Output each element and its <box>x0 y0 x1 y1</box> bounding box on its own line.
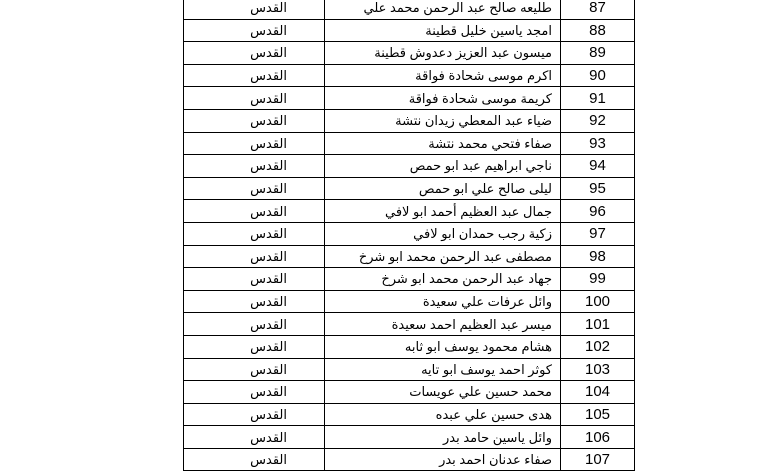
name-cell: هشام محمود يوسف ابو ثابه <box>325 335 561 358</box>
city-cell: القدس <box>184 245 325 268</box>
city-cell: القدس <box>184 132 325 155</box>
city-cell: القدس <box>184 268 325 291</box>
table-row <box>184 313 635 336</box>
number-cell: 107 <box>561 448 635 471</box>
city-cell: القدس <box>184 426 325 449</box>
name-cell: امجد ياسين خليل قطينة <box>325 19 561 42</box>
table-row <box>184 87 635 110</box>
table-row <box>184 132 635 155</box>
table-row <box>184 177 635 200</box>
table-row <box>184 109 635 132</box>
names-table-body <box>184 0 635 471</box>
table-row <box>184 200 635 223</box>
number-cell: 105 <box>561 403 635 426</box>
city-cell: القدس <box>184 42 325 65</box>
table-row <box>184 381 635 404</box>
table-row <box>184 426 635 449</box>
name-cell: صفاء فتحي محمد نتشة <box>325 132 561 155</box>
name-cell: كريمة موسى شحادة فواقة <box>325 87 561 110</box>
city-cell: القدس <box>184 87 325 110</box>
city-cell: القدس <box>184 222 325 245</box>
number-cell: 89 <box>561 42 635 65</box>
table-row <box>184 222 635 245</box>
name-cell: ميسر عبد العظيم احمد سعيدة <box>325 313 561 336</box>
number-cell: 91 <box>561 87 635 110</box>
name-cell: اكرم موسى شحادة فواقة <box>325 64 561 87</box>
table-row <box>184 245 635 268</box>
name-cell: مصطفى عبد الرحمن محمد ابو شرخ <box>325 245 561 268</box>
city-cell: القدس <box>184 290 325 313</box>
city-cell: القدس <box>184 381 325 404</box>
number-cell: 106 <box>561 426 635 449</box>
table-row <box>184 290 635 313</box>
number-cell: 100 <box>561 290 635 313</box>
number-cell: 95 <box>561 177 635 200</box>
number-cell: 96 <box>561 200 635 223</box>
name-cell: محمد حسين علي عويسات <box>325 381 561 404</box>
name-cell: صفاء عدنان احمد بدر <box>325 448 561 471</box>
table-row <box>184 358 635 381</box>
city-cell: القدس <box>184 403 325 426</box>
number-cell: 90 <box>561 64 635 87</box>
name-cell: زكية رجب حمدان ابو لافي <box>325 222 561 245</box>
name-cell: هدى حسين علي عبده <box>325 403 561 426</box>
table-row <box>184 403 635 426</box>
table-row <box>184 335 635 358</box>
name-cell: ضياء عبد المعطي زيدان نتشة <box>325 109 561 132</box>
table-row <box>184 64 635 87</box>
number-cell: 88 <box>561 19 635 42</box>
city-cell: القدس <box>184 19 325 42</box>
name-cell: جهاد عبد الرحمن محمد ابو شرخ <box>325 268 561 291</box>
city-cell: القدس <box>184 200 325 223</box>
number-cell: 87 <box>561 0 635 19</box>
number-cell: 97 <box>561 222 635 245</box>
name-cell: طليعه صالح عبد الرحمن محمد علي <box>325 0 561 19</box>
city-cell: القدس <box>184 335 325 358</box>
name-cell: وائل عرفات علي سعيدة <box>325 290 561 313</box>
city-cell: القدس <box>184 109 325 132</box>
names-table <box>183 0 635 471</box>
number-cell: 92 <box>561 109 635 132</box>
city-cell: القدس <box>184 0 325 19</box>
name-cell: ناجي ابراهيم عبد ابو حمص <box>325 155 561 178</box>
table-row <box>184 0 635 19</box>
city-cell: القدس <box>184 64 325 87</box>
number-cell: 101 <box>561 313 635 336</box>
number-cell: 104 <box>561 381 635 404</box>
table-row <box>184 448 635 471</box>
number-cell: 103 <box>561 358 635 381</box>
name-cell: ميسون عبد العزيز دعدوش قطينة <box>325 42 561 65</box>
name-cell: جمال عبد العظيم أحمد ابو لافي <box>325 200 561 223</box>
number-cell: 99 <box>561 268 635 291</box>
name-cell: ليلى صالح علي ابو حمص <box>325 177 561 200</box>
table-row <box>184 155 635 178</box>
city-cell: القدس <box>184 358 325 381</box>
city-cell: القدس <box>184 448 325 471</box>
table-row <box>184 19 635 42</box>
number-cell: 93 <box>561 132 635 155</box>
number-cell: 94 <box>561 155 635 178</box>
city-cell: القدس <box>184 155 325 178</box>
name-cell: كوثر احمد يوسف ابو تايه <box>325 358 561 381</box>
city-cell: القدس <box>184 177 325 200</box>
table-row <box>184 42 635 65</box>
number-cell: 98 <box>561 245 635 268</box>
name-cell: وائل ياسين حامد بدر <box>325 426 561 449</box>
city-cell: القدس <box>184 313 325 336</box>
number-cell: 102 <box>561 335 635 358</box>
table-row <box>184 268 635 291</box>
